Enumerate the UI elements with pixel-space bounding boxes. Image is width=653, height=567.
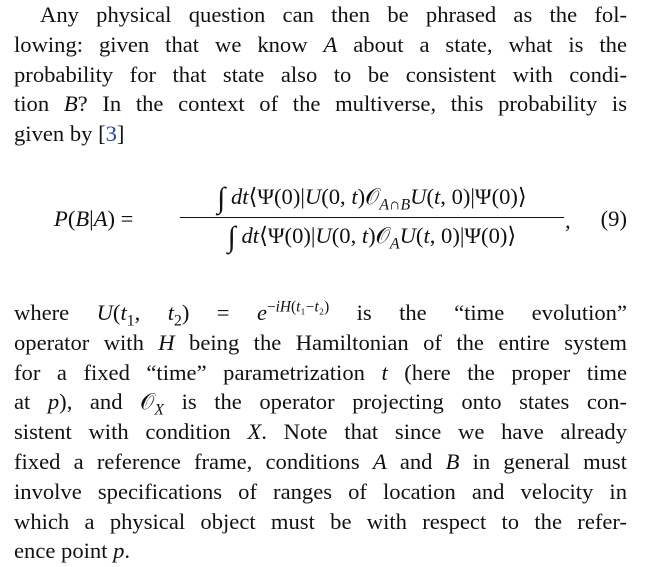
equation-number: (9): [600, 206, 627, 231]
citation-link[interactable]: 3: [105, 121, 117, 147]
paragraph-explanation-line-3: for a fixed “time” parametrization t (here the proper time: [14, 359, 627, 385]
paragraph-explanation-line-4: at p), and 𝒪$_X$ is the operator projecting onto states con-: [14, 389, 627, 419]
paragraph-intro-line-2: lowing: given that we know A about a state, what is the: [14, 31, 627, 57]
paragraph-explanation-line-9: ence point p.: [14, 538, 131, 564]
paragraph-intro-line-3: probability for that state also to be consistent with condi-: [14, 61, 627, 87]
paragraph-intro-line-1: Any physical question can then be phrased as the fol-: [40, 2, 627, 27]
paragraph-explanation-line-7: involve specifications of ranges of location and velocity in: [14, 478, 627, 504]
equation-lhs: P(B|A) =: [54, 206, 134, 231]
equation-denominator: ∫ dt⟨Ψ(0)|U(0, t)𝒪$_A$U(t, 0)|Ψ(0)⟩: [227, 221, 517, 254]
paragraph-explanation: [14, 298, 627, 566]
equation-numerator: ∫ dt⟨Ψ(0)|U(0, t)𝒪$_{A\cap B}$U(t, 0)|Ψ(0)⟩: [217, 182, 527, 215]
equation-fraction: [180, 182, 564, 253]
paragraph-explanation-line-8: which a physical object must be with respect to the refer-: [14, 508, 627, 534]
equation-comma: ,: [565, 208, 571, 233]
paragraph-explanation-line-5: sistent with condition X. Note that since we have already: [14, 419, 627, 445]
paragraph-explanation-line-6: fixed a reference frame, conditions A and B in general must: [14, 448, 628, 474]
paragraph-intro: [14, 0, 627, 149]
paragraph-explanation-line-1: where $U(t_1$, $t_2) = e^{-iH(t_1-t_2)}$ is the “time evolution”: [14, 298, 628, 330]
fraction-bar: [180, 217, 564, 219]
paragraph-intro-line-5: given by [3]: [14, 121, 125, 147]
equation-9: [14, 178, 627, 268]
paragraph-explanation-line-2: operator with H being the Hamiltonian of the entire system: [14, 329, 627, 355]
paragraph-intro-line-4: tion B? In the context of the multiverse, this probability is: [14, 91, 627, 117]
